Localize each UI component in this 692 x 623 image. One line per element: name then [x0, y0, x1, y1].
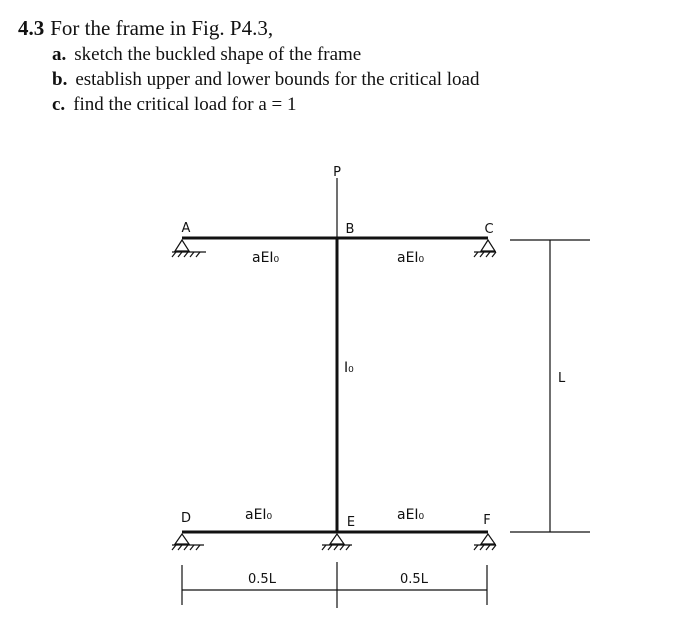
load-label: P — [333, 165, 341, 180]
height-dimension — [510, 240, 590, 532]
node-label-c: C — [484, 222, 494, 237]
node-label-a: A — [181, 221, 191, 236]
problem-number: 4.3 — [18, 16, 45, 40]
problem-intro: For the frame in Fig. P4.3, — [50, 16, 274, 40]
span-label-right: 0.5L — [400, 572, 428, 587]
member-label-bottom-right: aEI₀ — [397, 507, 425, 523]
part-b-label: b. — [52, 69, 68, 90]
node-label-d: D — [180, 511, 192, 526]
part-a-text: sketch the buckled shape of the frame — [74, 44, 362, 65]
node-label-b: B — [345, 222, 355, 237]
pin-support-a — [172, 240, 206, 257]
part-a-label: a. — [52, 44, 67, 65]
part-b-text: establish upper and lower bounds for the critical load — [75, 69, 480, 90]
member-label-top-left: aEI₀ — [252, 250, 280, 266]
node-label-f: F — [483, 513, 491, 528]
span-label-left: 0.5L — [248, 572, 276, 587]
part-c-label: c. — [52, 94, 66, 115]
pin-support-f — [474, 534, 496, 550]
height-dimension-label: L — [558, 371, 566, 386]
member-label-bottom-left: aEI₀ — [245, 507, 273, 523]
member-label-column: I₀ — [344, 360, 354, 376]
pin-support-e — [322, 534, 352, 550]
part-c-text: find the critical load for a = 1 — [73, 94, 297, 115]
member-label-top-right: aEI₀ — [397, 250, 425, 266]
pin-support-d — [172, 534, 204, 550]
pin-support-c — [474, 240, 496, 257]
node-label-e: E — [346, 515, 356, 530]
span-dimension — [182, 562, 487, 608]
